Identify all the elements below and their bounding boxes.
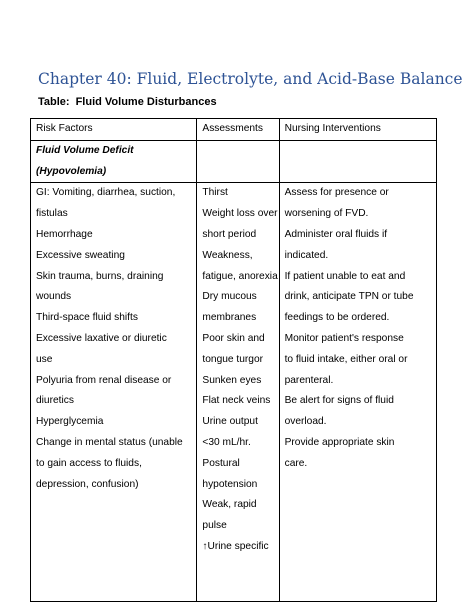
assessments-cell bbox=[197, 183, 279, 602]
table-caption bbox=[38, 96, 217, 108]
section-title-cell bbox=[31, 140, 197, 183]
assessment-line: ↑Urine specific bbox=[202, 540, 269, 552]
risk-factor-line: GI: Vomiting, diarrhea, suction, bbox=[36, 187, 176, 199]
risk-factor-line: Excessive sweating bbox=[36, 249, 125, 261]
table-body-row bbox=[31, 183, 437, 602]
header-nursing-interventions: Nursing Interventions bbox=[279, 119, 436, 141]
risk-factor-line: Third-space fluid shifts bbox=[36, 312, 138, 324]
nursing-interventions-cell bbox=[279, 183, 436, 602]
intervention-line: Be alert for signs of fluid bbox=[284, 395, 394, 407]
intervention-line: to fluid intake, either oral or bbox=[284, 353, 408, 365]
intervention-line: Assess for presence or bbox=[284, 187, 389, 199]
table-caption-text: Fluid Volume Disturbances bbox=[75, 96, 217, 108]
assessment-line: Weakness, bbox=[202, 249, 253, 261]
intervention-line: Monitor patient's response bbox=[284, 332, 404, 344]
assessment-line: tongue turgor bbox=[202, 353, 264, 365]
assessment-line: Flat neck veins bbox=[202, 395, 271, 407]
intervention-line: parenteral. bbox=[284, 374, 334, 386]
risk-factors-cell bbox=[31, 183, 197, 602]
table-header-row bbox=[31, 119, 437, 141]
intervention-line: drink, anticipate TPN or tube bbox=[284, 291, 414, 303]
risk-factor-line: Excessive laxative or diuretic bbox=[36, 332, 167, 344]
assessment-line: hypotension bbox=[202, 478, 258, 490]
assessment-line: Postural bbox=[202, 457, 240, 469]
assessment-line: <30 mL/hr. bbox=[202, 436, 251, 448]
risk-factor-line: Hemorrhage bbox=[36, 228, 93, 240]
risk-factor-line: Skin trauma, burns, draining bbox=[36, 270, 164, 282]
assessment-line: pulse bbox=[202, 520, 227, 532]
header-assessments: Assessments bbox=[197, 119, 279, 141]
section-title-row bbox=[31, 140, 437, 183]
risk-factor-line: use bbox=[36, 353, 53, 365]
risk-factor-line: Change in mental status (unable bbox=[36, 436, 183, 448]
assessment-line: Weak, rapid bbox=[202, 499, 257, 511]
assessment-line: Weight loss over bbox=[202, 208, 278, 220]
risk-factor-line: Polyuria from renal disease or bbox=[36, 374, 172, 386]
section-title-line: (Hypovolemia) bbox=[36, 165, 107, 177]
intervention-line: Administer oral fluids if bbox=[284, 228, 388, 240]
table-caption-label: Table: bbox=[38, 96, 70, 108]
assessment-line: fatigue, anorexia bbox=[202, 270, 278, 282]
intervention-line: If patient unable to eat and bbox=[284, 270, 406, 282]
risk-factor-line: diuretics bbox=[36, 395, 74, 407]
intervention-line: indicated. bbox=[284, 249, 329, 261]
assessment-line: Poor skin and bbox=[202, 332, 265, 344]
assessment-line: membranes bbox=[202, 312, 257, 324]
assessment-line: short period bbox=[202, 228, 257, 240]
assessment-line: Urine output bbox=[202, 416, 258, 428]
risk-factor-line: fistulas bbox=[36, 208, 68, 220]
intervention-line: overload. bbox=[284, 416, 327, 428]
assessment-line: Sunken eyes bbox=[202, 374, 262, 386]
intervention-line: worsening of FVD. bbox=[284, 208, 369, 220]
fluid-volume-table bbox=[30, 118, 437, 602]
header-risk-factors: Risk Factors bbox=[31, 119, 197, 141]
empty-cell bbox=[279, 140, 436, 183]
intervention-line: Provide appropriate skin bbox=[284, 436, 395, 448]
intervention-line: care. bbox=[284, 457, 308, 469]
assessment-line: Thirst bbox=[202, 187, 228, 199]
chapter-title: Chapter 40: Fluid, Electrolyte, and Acid-Base Balance bbox=[38, 70, 463, 88]
assessment-line: Dry mucous bbox=[202, 291, 257, 303]
empty-cell bbox=[197, 140, 279, 183]
section-title-line: Fluid Volume Deficit bbox=[36, 144, 134, 156]
risk-factor-line: to gain access to fluids, bbox=[36, 457, 142, 469]
intervention-line: feedings to be ordered. bbox=[284, 312, 390, 324]
risk-factor-line: depression, confusion) bbox=[36, 478, 139, 490]
risk-factor-line: wounds bbox=[36, 291, 72, 303]
risk-factor-line: Hyperglycemia bbox=[36, 416, 104, 428]
